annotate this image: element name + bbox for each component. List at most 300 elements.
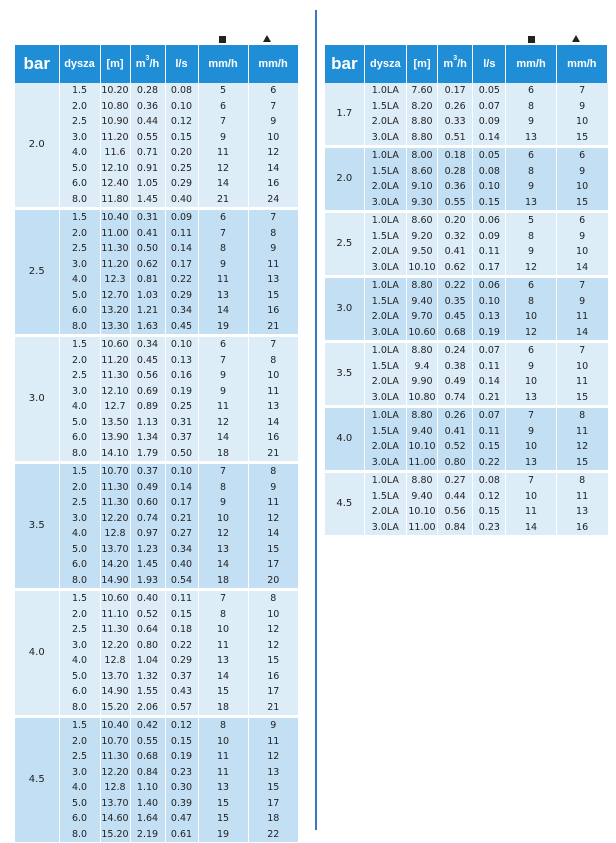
table-cell: 7: [248, 99, 298, 115]
table-cell: 10.20: [100, 83, 130, 99]
table-cell: 1.5LA: [364, 424, 406, 440]
table-row: [325, 489, 608, 505]
table-cell: 2.5: [59, 241, 100, 257]
table-cell: 0.17: [438, 83, 473, 99]
table-cell: 0.36: [438, 179, 473, 195]
table-cell: 8: [248, 353, 298, 369]
table-cell: 5: [198, 83, 248, 99]
table-cell: 7: [198, 591, 248, 607]
table-cell: 9.30: [406, 195, 437, 211]
table-cell: 0.36: [130, 99, 165, 115]
table-cell: 9: [506, 114, 556, 130]
table-row: [325, 179, 608, 195]
pressure-group: [15, 718, 298, 842]
table-cell: 0.44: [130, 114, 165, 130]
table-cell: 10: [198, 511, 248, 527]
table-cell: 8: [506, 229, 556, 245]
table-cell: 16: [248, 669, 298, 685]
table-cell: 10: [198, 734, 248, 750]
table-cell: 0.09: [473, 229, 506, 245]
table-cell: 14.90: [100, 573, 130, 589]
table-cell: 15: [198, 796, 248, 812]
table-cell: 9.10: [406, 179, 437, 195]
table-cell: 3.0: [59, 384, 100, 400]
table-cell: 0.37: [165, 669, 198, 685]
table-row: [325, 130, 608, 146]
table-cell: 1.5: [59, 210, 100, 226]
table-cell: 0.45: [130, 353, 165, 369]
table-cell: 7: [198, 353, 248, 369]
table-cell: 12.10: [100, 384, 130, 400]
table-cell: 0.05: [473, 83, 506, 99]
table-cell: 13: [506, 390, 556, 406]
header-precip-square: mm/h: [198, 45, 248, 83]
left-performance-table: [15, 45, 299, 842]
pressure-group: [325, 148, 608, 210]
table-cell: 2.0LA: [364, 114, 406, 130]
table-cell: 4.0: [59, 526, 100, 542]
table-cell: 6.0: [59, 811, 100, 827]
table-cell: 9: [506, 244, 556, 260]
table-cell: 8.20: [406, 99, 437, 115]
table-cell: 0.40: [130, 591, 165, 607]
table-cell: 1.5: [59, 464, 100, 480]
header-radius: [m]: [100, 45, 130, 83]
table-cell: 2.0: [59, 734, 100, 750]
table-cell: 9: [506, 424, 556, 440]
table-cell: 17: [248, 557, 298, 573]
table-cell: 7: [556, 278, 607, 294]
table-cell: 14: [198, 303, 248, 319]
table-cell: 9: [198, 130, 248, 146]
table-row: [325, 408, 608, 424]
table-cell: 1.0LA: [364, 213, 406, 229]
table-cell: 22: [248, 827, 298, 843]
table-cell: 3.0LA: [364, 455, 406, 471]
table-cell: 1.21: [130, 303, 165, 319]
table-cell: 0.15: [165, 734, 198, 750]
table-cell: 0.22: [165, 272, 198, 288]
table-cell: 12.20: [100, 765, 130, 781]
table-cell: 1.5LA: [364, 229, 406, 245]
table-cell: 6: [556, 148, 607, 164]
table-cell: 0.27: [438, 473, 473, 489]
table-row: [325, 260, 608, 276]
table-cell: 3.0: [59, 511, 100, 527]
table-cell: 12.40: [100, 176, 130, 192]
table-cell: 11.30: [100, 368, 130, 384]
table-cell: 3.0LA: [364, 260, 406, 276]
table-cell: 9.90: [406, 374, 437, 390]
table-cell: 10.70: [100, 734, 130, 750]
table-cell: 1.32: [130, 669, 165, 685]
table-cell: 17: [248, 684, 298, 700]
table-cell: 9.50: [406, 244, 437, 260]
table-cell: 7: [556, 343, 607, 359]
table-cell: 0.34: [130, 337, 165, 353]
table-cell: 0.51: [438, 130, 473, 146]
table-cell: 13: [248, 272, 298, 288]
pressure-group: [15, 464, 298, 588]
table-cell: 0.12: [165, 718, 198, 734]
table-cell: 2.0LA: [364, 309, 406, 325]
table-cell: 0.91: [130, 161, 165, 177]
table-cell: 15.20: [100, 700, 130, 716]
table-cell: 14: [198, 176, 248, 192]
table-cell: 11: [556, 309, 607, 325]
table-cell: 0.15: [473, 504, 506, 520]
table-cell: 9: [506, 359, 556, 375]
table-cell: 0.22: [438, 278, 473, 294]
table-cell: 8: [198, 480, 248, 496]
table-cell: 0.55: [130, 734, 165, 750]
table-cell: 0.27: [165, 526, 198, 542]
table-cell: 8.80: [406, 343, 437, 359]
table-row: [325, 473, 608, 489]
table-cell: 0.61: [165, 827, 198, 843]
table-cell: 1.03: [130, 288, 165, 304]
table-cell: 7: [248, 210, 298, 226]
table-cell: 8.0: [59, 827, 100, 843]
header-bar: bar: [15, 45, 59, 83]
table-cell: 13.70: [100, 542, 130, 558]
table-cell: 12.8: [100, 780, 130, 796]
table-row: [325, 390, 608, 406]
table-cell: 0.06: [473, 278, 506, 294]
table-cell: 5.0: [59, 542, 100, 558]
table-cell: 8: [198, 718, 248, 734]
table-cell: 0.54: [165, 573, 198, 589]
table-row: [325, 439, 608, 455]
table-cell: 10.90: [100, 114, 130, 130]
table-cell: 7: [198, 226, 248, 242]
table-cell: 0.14: [473, 374, 506, 390]
table-cell: 8: [248, 226, 298, 242]
table-cell: 10.70: [100, 464, 130, 480]
pressure-group: [325, 213, 608, 275]
table-cell: 12: [248, 749, 298, 765]
table-cell: 5.0: [59, 161, 100, 177]
table-cell: 0.52: [438, 439, 473, 455]
table-cell: 1.45: [130, 557, 165, 573]
table-cell: 9: [506, 179, 556, 195]
table-cell: 14: [198, 557, 248, 573]
table-cell: 8: [248, 464, 298, 480]
table-cell: 9: [556, 99, 607, 115]
table-cell: 11.10: [100, 607, 130, 623]
table-cell: 5.0: [59, 415, 100, 431]
table-row: [325, 114, 608, 130]
table-cell: 10: [556, 359, 607, 375]
table-cell: 3.0LA: [364, 130, 406, 146]
table-cell: 11.20: [100, 130, 130, 146]
table-cell: 3.0LA: [364, 390, 406, 406]
table-cell: 14: [198, 669, 248, 685]
table-cell: 0.68: [438, 325, 473, 341]
table-cell: 9: [248, 114, 298, 130]
table-cell: 0.41: [130, 226, 165, 242]
table-cell: 0.44: [438, 489, 473, 505]
table-cell: 10: [248, 607, 298, 623]
table-cell: 0.10: [165, 464, 198, 480]
table-cell: 14: [198, 430, 248, 446]
table-cell: 12: [198, 161, 248, 177]
table-cell: 1.0LA: [364, 278, 406, 294]
table-cell: 0.31: [130, 210, 165, 226]
header-flow-ls: l/s: [473, 45, 506, 83]
table-cell: 1.0LA: [364, 343, 406, 359]
table-cell: 0.11: [473, 244, 506, 260]
table-cell: 0.07: [473, 343, 506, 359]
table-row: [325, 148, 608, 164]
table-cell: 1.63: [130, 319, 165, 335]
table-cell: 14: [248, 526, 298, 542]
table-row: [325, 343, 608, 359]
table-cell: 1.5LA: [364, 294, 406, 310]
table-cell: 10: [556, 244, 607, 260]
table-cell: 13: [198, 288, 248, 304]
table-cell: 0.28: [438, 164, 473, 180]
table-cell: 1.45: [130, 192, 165, 208]
table-cell: 13: [198, 780, 248, 796]
table-cell: 0.29: [165, 176, 198, 192]
table-cell: 5.0: [59, 669, 100, 685]
table-cell: 0.07: [473, 99, 506, 115]
table-cell: 2.0: [59, 99, 100, 115]
table-cell: 0.10: [165, 337, 198, 353]
header-bar: bar: [325, 45, 364, 83]
table-cell: 4.0: [59, 145, 100, 161]
table-cell: 0.41: [438, 424, 473, 440]
table-cell: 1.55: [130, 684, 165, 700]
table-row: [325, 213, 608, 229]
table-cell: 14.10: [100, 446, 130, 462]
table-cell: 14.90: [100, 684, 130, 700]
table-cell: 0.14: [165, 480, 198, 496]
table-cell: 0.11: [473, 424, 506, 440]
table-cell: 15: [556, 130, 607, 146]
table-cell: 20: [248, 573, 298, 589]
table-cell: 3.0: [59, 130, 100, 146]
table-cell: 10: [506, 439, 556, 455]
table-cell: 6.0: [59, 303, 100, 319]
table-cell: 9.40: [406, 489, 437, 505]
table-cell: 0.25: [165, 399, 198, 415]
table-cell: 0.68: [130, 749, 165, 765]
table-cell: 11.00: [406, 455, 437, 471]
table-cell: 12: [198, 415, 248, 431]
table-cell: 4.0: [59, 780, 100, 796]
table-cell: 12.3: [100, 272, 130, 288]
table-cell: 15: [248, 780, 298, 796]
table-row: [325, 309, 608, 325]
table-cell: 0.20: [165, 145, 198, 161]
pressure-cell: 3.0: [325, 278, 364, 340]
table-cell: 12: [198, 526, 248, 542]
table-cell: 0.38: [438, 359, 473, 375]
table-cell: 2.5: [59, 368, 100, 384]
table-cell: 10.60: [100, 591, 130, 607]
table-cell: 0.13: [165, 353, 198, 369]
table-cell: 0.16: [165, 368, 198, 384]
table-cell: 8.0: [59, 573, 100, 589]
pressure-group: [15, 337, 298, 461]
table-row: [325, 195, 608, 211]
table-cell: 8.60: [406, 213, 437, 229]
table-cell: 13: [198, 653, 248, 669]
table-cell: 8.80: [406, 114, 437, 130]
table-cell: 0.40: [165, 192, 198, 208]
table-row: [15, 83, 298, 99]
table-cell: 16: [248, 303, 298, 319]
header-radius: [m]: [406, 45, 437, 83]
pressure-cell: 3.0: [15, 337, 59, 461]
table-cell: 0.43: [165, 684, 198, 700]
table-cell: 0.34: [165, 542, 198, 558]
table-row: [15, 464, 298, 480]
table-cell: 8: [506, 99, 556, 115]
table-cell: 8: [506, 294, 556, 310]
table-cell: 7: [198, 464, 248, 480]
table-cell: 10: [506, 309, 556, 325]
table-cell: 12.20: [100, 511, 130, 527]
table-cell: 9: [198, 257, 248, 273]
table-cell: 3.0LA: [364, 325, 406, 341]
table-cell: 14: [506, 520, 556, 536]
table-cell: 0.24: [438, 343, 473, 359]
table-cell: 0.11: [165, 226, 198, 242]
header-flow-m3h: $m^3/h$: [438, 45, 473, 83]
table-cell: 2.0LA: [364, 439, 406, 455]
table-row: [325, 520, 608, 536]
table-cell: 9.40: [406, 294, 437, 310]
table-cell: 0.19: [165, 384, 198, 400]
table-cell: 6: [506, 278, 556, 294]
table-cell: 1.10: [130, 780, 165, 796]
table-cell: 19: [198, 319, 248, 335]
table-cell: 13: [248, 765, 298, 781]
table-cell: 9.4: [406, 359, 437, 375]
table-cell: 0.08: [473, 473, 506, 489]
table-cell: 9: [556, 164, 607, 180]
table-cell: 8: [198, 241, 248, 257]
table-cell: 1.23: [130, 542, 165, 558]
table-cell: 0.49: [130, 480, 165, 496]
table-cell: 12.8: [100, 526, 130, 542]
header-nozzle: dysza: [59, 45, 100, 83]
table-cell: 9: [248, 480, 298, 496]
table-cell: 10.40: [100, 210, 130, 226]
table-cell: 9.40: [406, 424, 437, 440]
pressure-cell: 4.0: [15, 591, 59, 715]
table-cell: 1.5: [59, 718, 100, 734]
table-cell: 2.0: [59, 607, 100, 623]
table-cell: 15: [556, 195, 607, 211]
table-cell: 2.0: [59, 226, 100, 242]
table-cell: 0.17: [473, 260, 506, 276]
table-cell: 0.08: [473, 164, 506, 180]
table-cell: 11.20: [100, 353, 130, 369]
pressure-cell: 2.0: [325, 148, 364, 210]
table-cell: 1.0LA: [364, 473, 406, 489]
table-cell: 2.0LA: [364, 244, 406, 260]
table-cell: 0.29: [165, 653, 198, 669]
table-cell: 7: [198, 114, 248, 130]
table-cell: 0.39: [165, 796, 198, 812]
table-cell: 11: [248, 384, 298, 400]
table-cell: 12: [248, 145, 298, 161]
table-cell: 10: [556, 114, 607, 130]
table-cell: 11.20: [100, 257, 130, 273]
table-cell: 10: [556, 179, 607, 195]
table-cell: 0.23: [473, 520, 506, 536]
table-cell: 1.5: [59, 591, 100, 607]
pressure-cell: 2.5: [325, 213, 364, 275]
header-precip-triangle: mm/h: [248, 45, 298, 83]
table-cell: 14: [556, 260, 607, 276]
table-cell: 0.25: [165, 161, 198, 177]
table-cell: 7: [556, 83, 607, 99]
table-cell: 11.00: [406, 520, 437, 536]
table-cell: 0.45: [165, 319, 198, 335]
table-cell: 11: [248, 257, 298, 273]
table-cell: 1.05: [130, 176, 165, 192]
table-cell: 0.84: [438, 520, 473, 536]
table-cell: 8: [556, 473, 607, 489]
table-cell: 5: [506, 213, 556, 229]
table-cell: 9: [556, 294, 607, 310]
table-cell: 9.70: [406, 309, 437, 325]
table-cell: 2.0: [59, 480, 100, 496]
table-cell: 11: [248, 734, 298, 750]
table-cell: 3.0LA: [364, 520, 406, 536]
pressure-cell: 4.5: [15, 718, 59, 842]
table-cell: 13: [248, 399, 298, 415]
table-cell: 1.93: [130, 573, 165, 589]
table-cell: 11.30: [100, 241, 130, 257]
table-cell: 10.10: [406, 439, 437, 455]
table-cell: 8.0: [59, 319, 100, 335]
table-cell: 8: [506, 164, 556, 180]
pressure-group: [325, 343, 608, 405]
table-cell: 8.0: [59, 446, 100, 462]
table-cell: 0.50: [130, 241, 165, 257]
table-cell: 10.60: [100, 337, 130, 353]
table-row: [325, 83, 608, 99]
table-row: [15, 210, 298, 226]
table-cell: 13.70: [100, 669, 130, 685]
table-cell: 6.0: [59, 557, 100, 573]
table-cell: 12: [556, 439, 607, 455]
table-cell: 0.17: [165, 495, 198, 511]
table-cell: 0.71: [130, 145, 165, 161]
table-cell: 6: [556, 213, 607, 229]
table-cell: 0.19: [165, 749, 198, 765]
table-cell: 1.5: [59, 83, 100, 99]
table-cell: 8.80: [406, 408, 437, 424]
table-cell: 11.30: [100, 480, 130, 496]
table-cell: 13.50: [100, 415, 130, 431]
table-cell: 0.69: [130, 384, 165, 400]
table-cell: 2.0LA: [364, 504, 406, 520]
pressure-group: [15, 83, 298, 207]
table-cell: 8.60: [406, 164, 437, 180]
table-cell: 1.79: [130, 446, 165, 462]
table-cell: 0.40: [165, 557, 198, 573]
table-cell: 0.74: [130, 511, 165, 527]
table-row: [325, 374, 608, 390]
table-cell: 12: [248, 511, 298, 527]
